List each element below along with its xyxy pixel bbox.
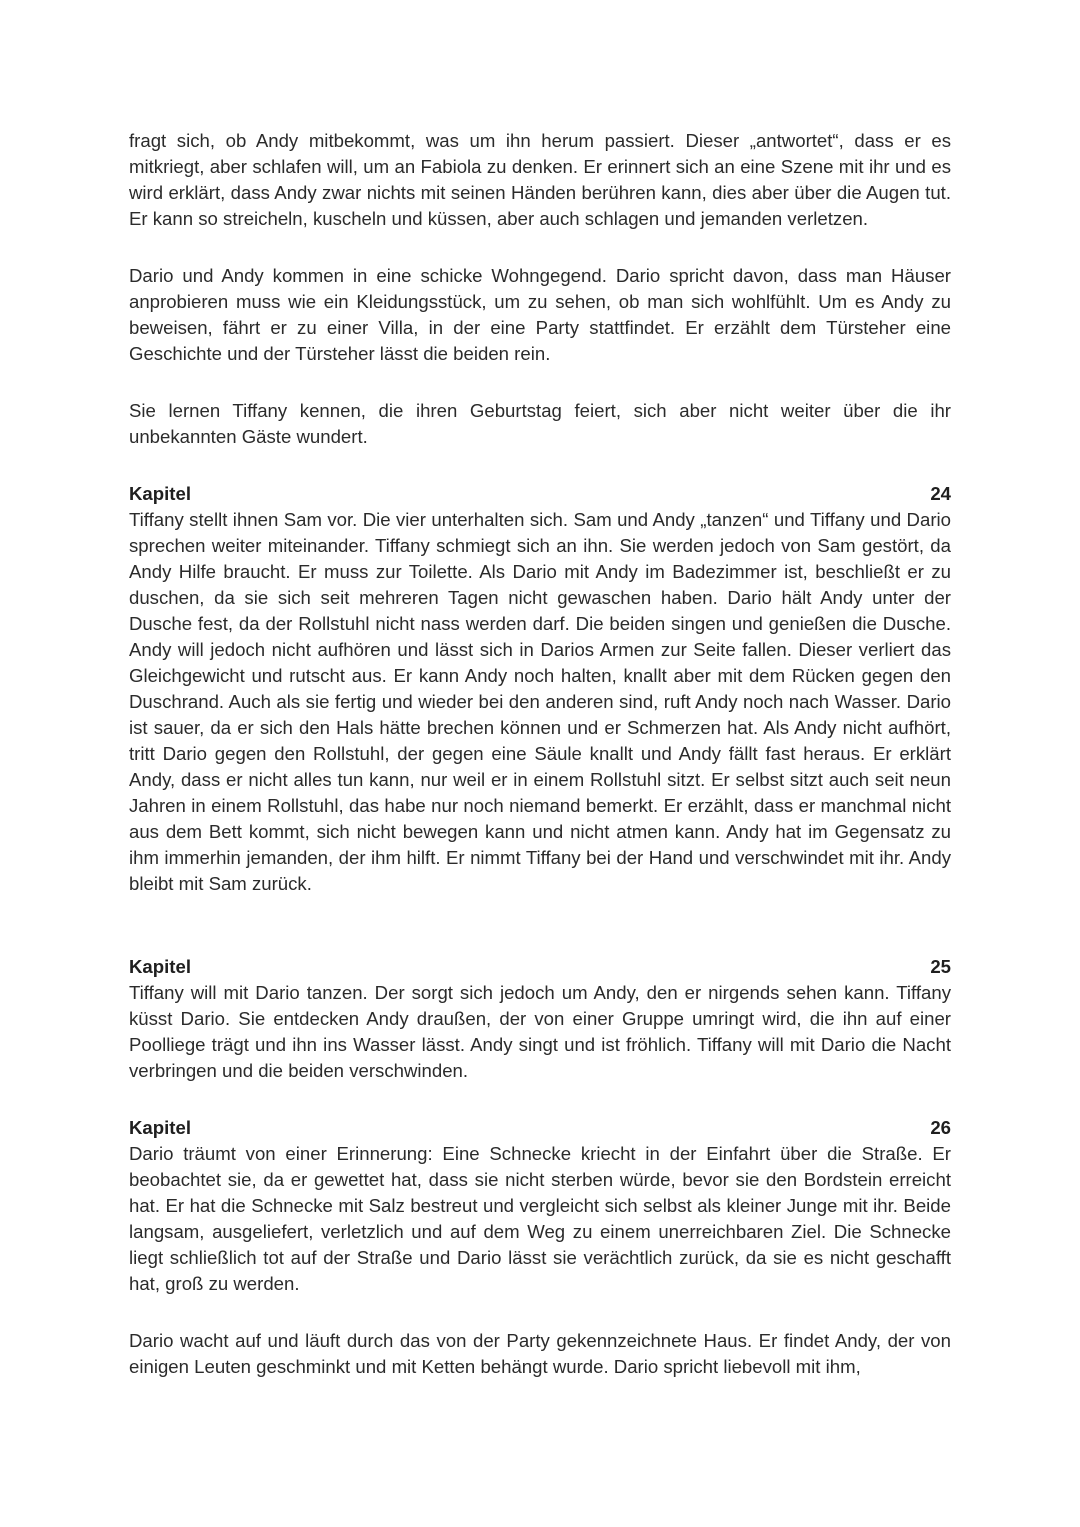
chapter-number: 25 bbox=[930, 956, 951, 977]
chapter-number: 26 bbox=[930, 1117, 951, 1138]
chapter-number: 24 bbox=[930, 483, 951, 504]
paragraph: Tiffany stellt ihnen Sam vor. Die vier unterhalten sich. Sam und Andy „tanzen“ und Tiffany und Dario sprechen weiter miteinander. Tiffany schmiegt sich an ihn. Sie werden jedoch von Sam gestört, da Andy Hilfe braucht. Er muss zur Toilette. Als Dario mit Andy im Badezimmer ist, beschließt er zu duschen, da sie sich seit mehreren Tagen nicht gewaschen haben. Dario hält Andy unter der Dusche fest, da der Rollstuhl nicht nass werden darf. Die beiden singen und genießen die Dusche. Andy will jedoch nicht aufhören und lässt sich in Darios Armen zur Seite fallen. Dieser verliert das Gleichgewicht und rutscht aus. Er kann Andy noch halten, knallt aber mit dem Rücken gegen den Duschrand. Auch als sie fertig und wieder bei den anderen sind, ruft Andy noch nach Wasser. Dario ist sauer, da er sich den Hals hätte brechen können und er Schmerzen hat. Als Andy nicht aufhört, tritt Dario gegen den Rollstuhl, der gegen eine Säule knallt und Andy fällt fast heraus. Er erklärt Andy, dass er nicht alles tun kann, nur weil er in einem Rollstuhl sitzt. Er selbst sitzt auch seit neun Jahren in einem Rollstuhl, das habe nur noch niemand bemerkt. Er erzählt, dass er manchmal nicht aus dem Bett kommt, sich nicht bewegen kann und nicht atmen kann. Andy hat im Gegensatz zu ihm immerhin jemanden, der ihm hilft. Er nimmt Tiffany bei der Hand und verschwindet mit ihr. Andy bleibt mit Sam zurück. bbox=[129, 509, 951, 894]
chapter-heading bbox=[129, 481, 951, 507]
paragraph: Dario wacht auf und läuft durch das von der Party gekennzeichnete Haus. Er findet Andy, der von einigen Leuten geschminkt und mit Ketten behängt wurde. Dario spricht liebevoll mit ihm, bbox=[129, 1330, 951, 1377]
paragraph: fragt sich, ob Andy mitbekommt, was um ihn herum passiert. Dieser „antwortet“, dass er es mitkriegt, aber schlafen will, um an Fabiola zu denken. Er erinnert sich an eine Szene mit ihr und es wird erklärt, dass Andy zwar nichts mit seinen Händen berühren kann, dies aber über die Augen tut. Er kann so streicheln, kuscheln und küssen, aber auch schlagen und jemanden verletzen. bbox=[129, 130, 951, 229]
paragraph-spacer bbox=[129, 367, 951, 398]
paragraph: Sie lernen Tiffany kennen, die ihren Geburtstag feiert, sich aber nicht weiter über die ihr unbekannten Gäste wundert. bbox=[129, 400, 951, 447]
paragraph: Dario und Andy kommen in eine schicke Wohngegend. Dario spricht davon, dass man Häuser anprobieren muss wie ein Kleidungsstück, um zu sehen, ob man sich wohlfühlt. Um es Andy zu beweisen, fährt er zu einer Villa, in der eine Party stattfindet. Er erzählt dem Türsteher eine Geschichte und der Türsteher lässt die beiden rein. bbox=[129, 265, 951, 364]
chapter-heading bbox=[129, 954, 951, 980]
paragraph-spacer bbox=[129, 1297, 951, 1328]
paragraph-spacer bbox=[129, 1084, 951, 1115]
chapter-label: Kapitel bbox=[129, 1117, 191, 1138]
section-spacer bbox=[129, 897, 951, 954]
paragraph: Tiffany will mit Dario tanzen. Der sorgt sich jedoch um Andy, den er nirgends sehen kann. Tiffany küsst Dario. Sie entdecken Andy draußen, der von einer Gruppe umringt wird, die ihn auf einer Poolliege trägt und ihn ins Wasser lässt. Andy singt und ist fröhlich. Tiffany will mit Dario die Nacht verbringen und die beiden verschwinden. bbox=[129, 982, 951, 1081]
paragraph-spacer bbox=[129, 450, 951, 481]
chapter-heading bbox=[129, 1115, 951, 1141]
paragraph: Dario träumt von einer Erinnerung: Eine Schnecke kriecht in der Einfahrt über die Straße. Er beobachtet sie, da er gewettet hat, dass sie nicht sterben würde, bevor sie den Bordstein erreicht hat. Er hat die Schnecke mit Salz bestreut und vergleicht sich selbst als kleiner Junge mit ihr. Beide langsam, ausgeliefert, verletzlich und auf dem Weg zu einem unerreichbaren Ziel. Die Schnecke liegt schließlich tot auf der Straße und Dario lässt sie verächtlich zurück, da sie es nicht geschafft hat, groß zu werden. bbox=[129, 1143, 951, 1294]
chapter-label: Kapitel bbox=[129, 956, 191, 977]
chapter-label: Kapitel bbox=[129, 483, 191, 504]
document-page bbox=[129, 128, 951, 1380]
paragraph-spacer bbox=[129, 232, 951, 263]
